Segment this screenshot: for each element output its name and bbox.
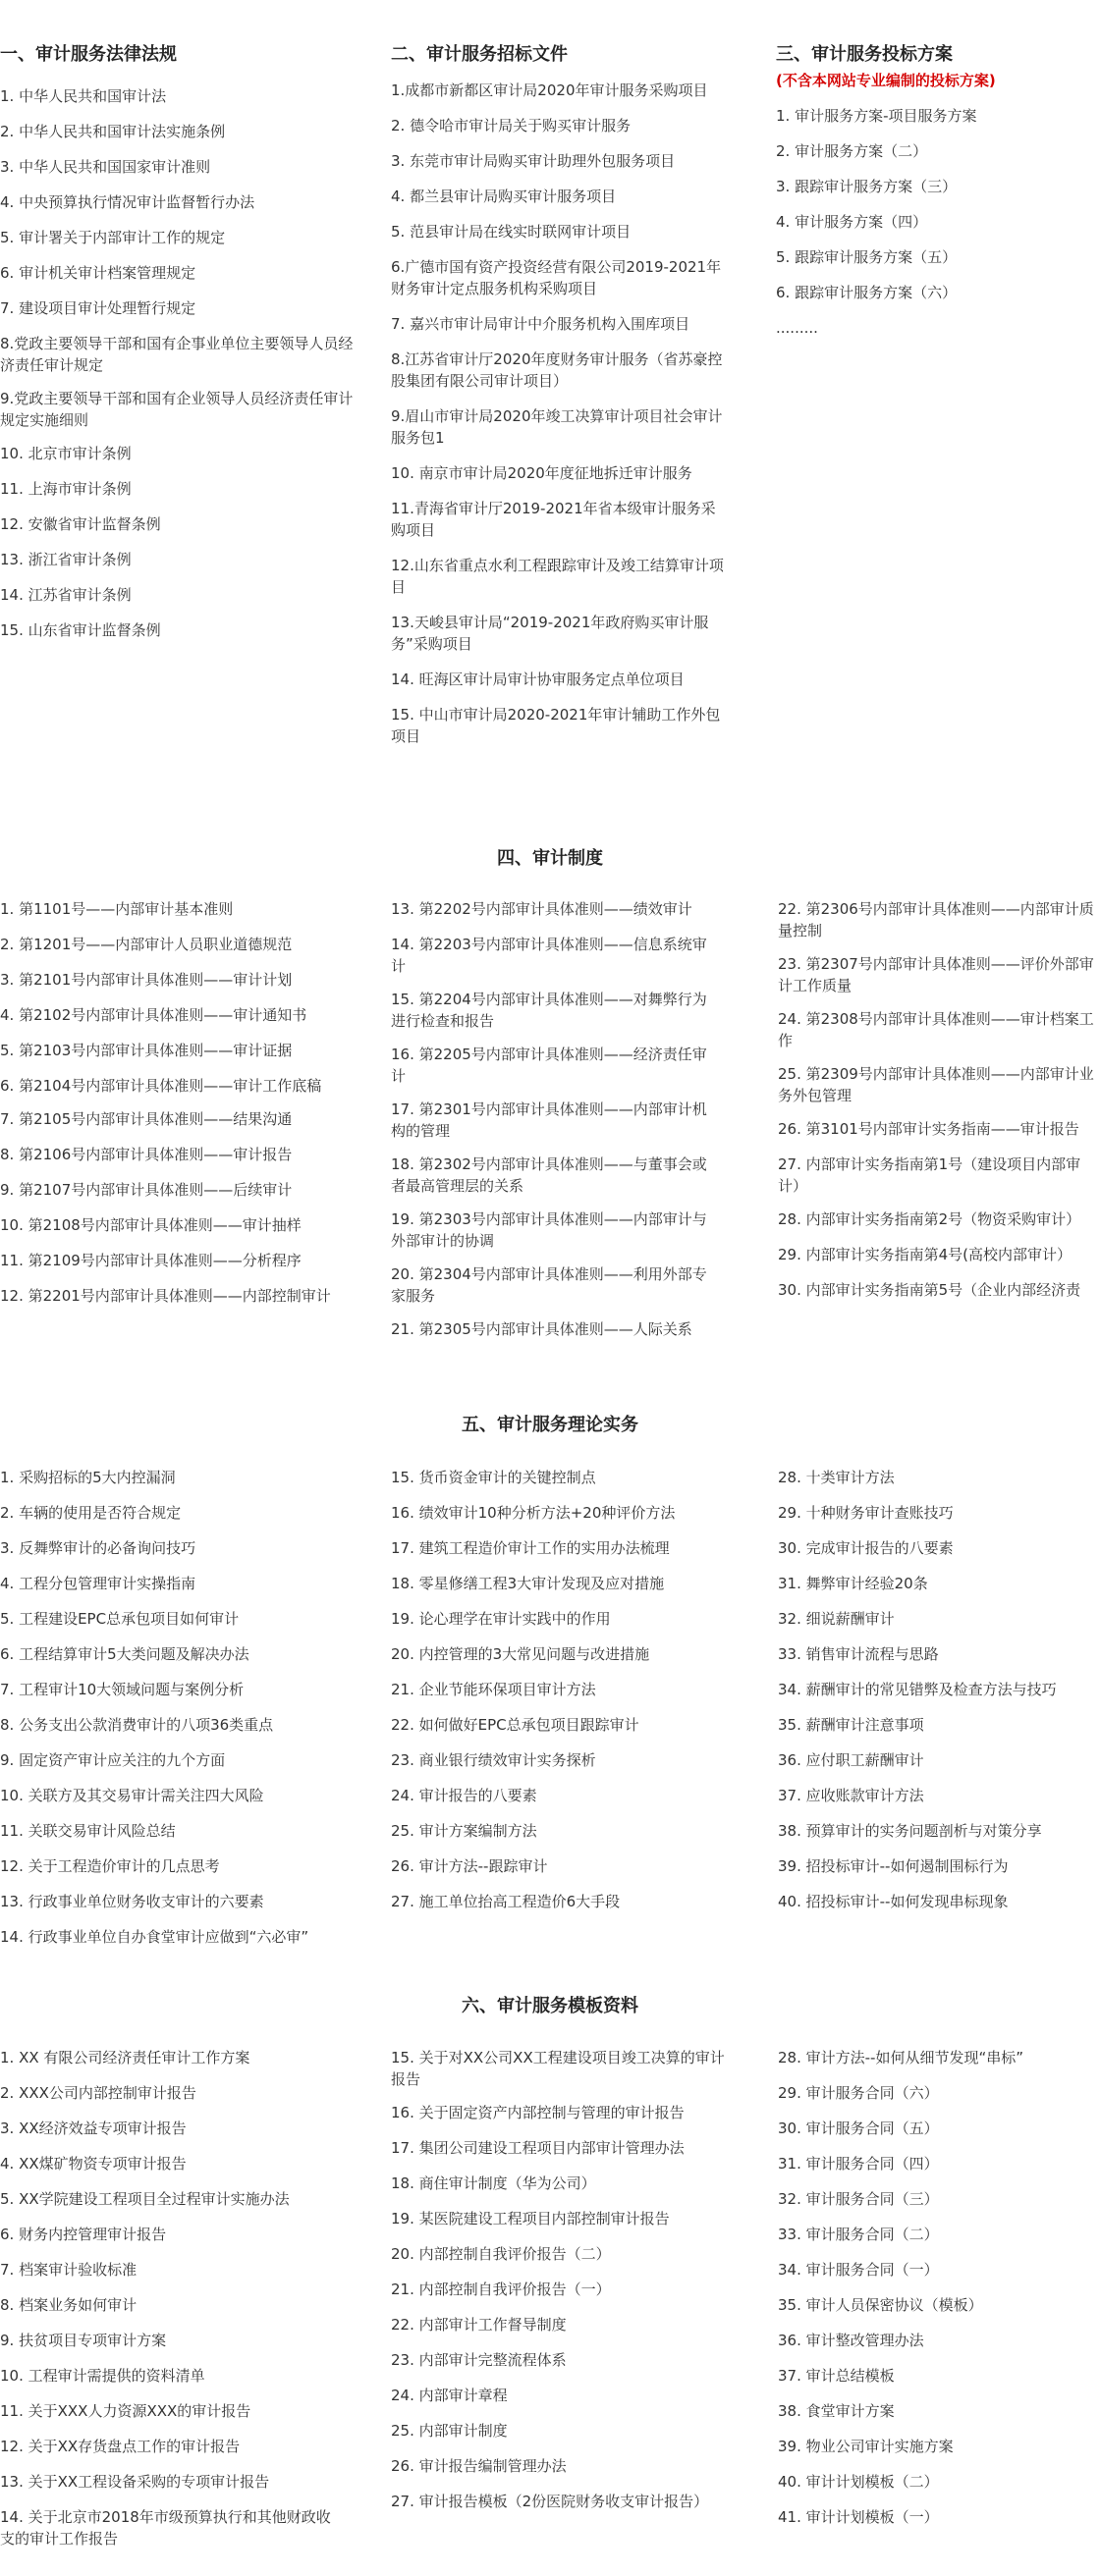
list-item[interactable]: 12.山东省重点水利工程跟踪审计及竣工结算审计项目 (391, 557, 724, 596)
list-item[interactable]: 25. 内部审计制度 (391, 2422, 508, 2440)
list-item[interactable]: 23. 内部审计完整流程体系 (391, 2351, 567, 2369)
list-item[interactable]: 34. 审计服务合同（一） (778, 2261, 939, 2279)
list-item[interactable]: 3. 第2101号内部审计具体准则——审计计划 (0, 971, 293, 989)
list-item[interactable]: 10. 工程审计需提供的资料清单 (0, 2367, 205, 2385)
list-item[interactable]: 8.江苏省审计厅2020年度财务审计服务（省苏豪控股集团有限公司审计项目） (391, 350, 723, 390)
list-item[interactable]: 15. 中山市审计局2020-2021年审计辅助工作外包项目 (391, 706, 721, 745)
theory-column-1 (0, 1467, 373, 1961)
list-item[interactable]: 7. 档案审计验收标准 (0, 2261, 138, 2279)
list-item[interactable]: 33. 销售审计流程与思路 (778, 1645, 939, 1663)
list-item[interactable]: 11. 第2109号内部审计具体准则——分析程序 (0, 1252, 302, 1269)
list-item[interactable]: 31. 审计服务合同（四） (778, 2155, 939, 2173)
list-item[interactable]: 13. 关于XX工程设备采购的专项审计报告 (0, 2473, 270, 2491)
section-title: 三、审计服务投标方案 (776, 44, 953, 65)
list-item[interactable]: 36. 应付职工薪酬审计 (778, 1751, 924, 1769)
list-item[interactable]: 24. 内部审计章程 (391, 2387, 508, 2404)
list-item[interactable]: 5. 第2103号内部审计具体准则——审计证据 (0, 1042, 293, 1059)
link-list (0, 85, 354, 641)
list-item[interactable]: 19. 某医院建设工程项目内部控制审计报告 (391, 2210, 670, 2227)
list-item[interactable]: 25. 第2309号内部审计具体准则——内部审计业务外包管理 (778, 1065, 1094, 1104)
list-item[interactable]: 15. 山东省审计监督条例 (0, 621, 161, 639)
list-item[interactable]: 3. XX经济效益专项审计报告 (0, 2120, 187, 2137)
list-item[interactable]: 2. 车辆的使用是否符合规定 (0, 1504, 182, 1522)
list-item[interactable]: 12. 关于工程造价审计的几点思考 (0, 1857, 220, 1875)
list-item[interactable]: 19. 第2303号内部审计具体准则——内部审计与外部审计的协调 (391, 1210, 707, 1250)
list-item[interactable]: 14. 江苏省审计条例 (0, 586, 132, 604)
list-item[interactable]: 15. 第2204号内部审计具体准则——对舞弊行为进行检查和报告 (391, 991, 707, 1030)
list-item[interactable]: 13. 第2202号内部审计具体准则——绩效审计 (391, 900, 692, 918)
list-item[interactable]: 13.天峻县审计局“2019-2021年政府购买审计服务”采购项目 (391, 614, 709, 653)
list-item[interactable]: 17. 第2301号内部审计具体准则——内部审计机构的管理 (391, 1100, 707, 1140)
link-list (391, 80, 725, 747)
list-item[interactable]: 4. 第2102号内部审计具体准则——审计通知书 (0, 1006, 307, 1024)
list-item[interactable]: 10. 北京市审计条例 (0, 445, 132, 462)
list-item[interactable]: 1. 审计服务方案-项目服务方案 (776, 107, 977, 125)
list-item[interactable]: 6. 跟踪审计服务方案（六） (776, 284, 958, 301)
list-item[interactable]: 6. 财务内控管理审计报告 (0, 2226, 167, 2243)
link-list (0, 1467, 373, 1948)
more-ellipsis[interactable]: ......... (776, 319, 818, 337)
section-title: 一、审计服务法律法规 (0, 44, 177, 65)
list-item[interactable]: 22. 第2306号内部审计具体准则——内部审计质量控制 (778, 900, 1094, 939)
list-item[interactable]: 6. 第2104号内部审计具体准则——审计工作底稿 (0, 1077, 322, 1095)
link-list (778, 898, 1100, 1301)
list-item[interactable]: 28. 审计方法--如何从细节发现“串标” (778, 2049, 1023, 2066)
list-item[interactable]: 28. 十类审计方法 (778, 1469, 895, 1486)
list-item[interactable]: 29. 审计服务合同（六） (778, 2084, 939, 2102)
link-list (0, 898, 363, 1307)
list-item[interactable]: 5. 跟踪审计服务方案（五） (776, 248, 958, 266)
list-item[interactable]: 6. 审计机关审计档案管理规定 (0, 264, 196, 282)
list-item[interactable]: 30. 审计服务合同（五） (778, 2120, 939, 2137)
list-item[interactable]: 10. 第2108号内部审计具体准则——审计抽样 (0, 1216, 302, 1234)
section-subtitle: (不含本网站专业编制的投标方案) (776, 72, 996, 89)
list-item[interactable]: 41. 审计计划模板（一） (778, 2508, 939, 2526)
link-list (391, 898, 715, 1340)
list-item[interactable]: 8. 公务支出公款消费审计的八项36类重点 (0, 1716, 274, 1734)
list-item[interactable]: 40. 招投标审计--如何发现串标现象 (778, 1893, 1009, 1910)
list-item[interactable]: 4. 都兰县审计局购买审计服务项目 (391, 188, 617, 205)
list-item[interactable]: 13. 行政事业单位财务收支审计的六要素 (0, 1893, 264, 1910)
list-item[interactable]: 6. 工程结算审计5大类问题及解决办法 (0, 1645, 249, 1663)
list-item[interactable]: 21. 内部控制自我评价报告（一） (391, 2281, 611, 2298)
list-item[interactable]: 1. 第1101号——内部审计基本准则 (0, 900, 234, 918)
list-item[interactable]: 31. 舞弊审计经验20条 (778, 1575, 928, 1592)
list-item[interactable]: 35. 审计人员保密协议（模板） (778, 2296, 983, 2314)
list-item[interactable]: 10. 关联方及其交易审计需关注四大风险 (0, 1787, 264, 1804)
list-item[interactable]: 7. 工程审计10大领域问题与案例分析 (0, 1681, 245, 1698)
list-item[interactable]: 15. 货币资金审计的关键控制点 (391, 1469, 596, 1486)
list-item[interactable]: 20. 内部控制自我评价报告（二） (391, 2245, 611, 2263)
list-item[interactable]: 11. 上海市审计条例 (0, 480, 132, 498)
list-item[interactable]: 2. 中华人民共和国审计法实施条例 (0, 123, 226, 140)
theory-column-2 (391, 1467, 744, 1926)
list-item[interactable]: 11. 关于XXX人力资源XXX的审计报告 (0, 2402, 251, 2420)
section-title-templates: 六、审计服务模板资料 (462, 1996, 638, 2016)
list-item[interactable]: 4. 中央预算执行情况审计监督暂行办法 (0, 193, 255, 211)
list-item[interactable]: 32. 审计服务合同（三） (778, 2190, 939, 2208)
templates-column-2 (391, 2047, 725, 2524)
list-item[interactable]: 8. 第2106号内部审计具体准则——审计报告 (0, 1146, 293, 1163)
list-item[interactable]: 4. XX煤矿物资专项审计报告 (0, 2155, 187, 2173)
list-item[interactable]: 6.广德市国有资产投资经营有限公司2019-2021年财务审计定点服务机构采购项目 (391, 258, 722, 297)
list-item[interactable]: 12. 安徽省审计监督条例 (0, 515, 161, 533)
list-item[interactable]: 14. 行政事业单位自办食堂审计应做到“六必审” (0, 1928, 309, 1946)
list-item[interactable]: 2. 第1201号——内部审计人员职业道德规范 (0, 936, 293, 953)
list-item[interactable]: 1. 采购招标的5大内控漏洞 (0, 1469, 176, 1486)
list-item[interactable]: 35. 薪酬审计注意事项 (778, 1716, 924, 1734)
list-item[interactable]: 5. 范县审计局在线实时联网审计项目 (391, 223, 632, 241)
list-item[interactable]: 24. 审计报告的八要素 (391, 1787, 537, 1804)
list-item[interactable]: 38. 预算审计的实务问题剖析与对策分享 (778, 1822, 1042, 1840)
list-item[interactable]: 3. 中华人民共和国国家审计准则 (0, 158, 211, 176)
list-item[interactable]: 16. 第2205号内部审计具体准则——经济责任审计 (391, 1046, 707, 1085)
link-list (391, 2047, 725, 2512)
list-item[interactable]: 12. 第2201号内部审计具体准则——内部控制审计 (0, 1287, 331, 1305)
theory-column-3 (778, 1467, 1100, 1926)
list-item[interactable]: 17. 建筑工程造价审计工作的实用办法梳理 (391, 1539, 670, 1557)
list-item[interactable]: 7. 嘉兴市审计局审计中介服务机构入围库项目 (391, 315, 690, 333)
list-item[interactable]: 24. 第2308号内部审计具体准则——审计档案工作 (778, 1010, 1094, 1049)
list-item[interactable]: 14. 关于北京市2018年市级预算执行和其他财政收支的审计工作报告 (0, 2508, 331, 2548)
section-title-theory-practice: 五、审计服务理论实务 (462, 1415, 638, 1435)
list-item[interactable]: 16. 绩效审计10种分析方法+20种评价方法 (391, 1504, 676, 1522)
list-item[interactable]: 2. 德令哈市审计局关于购买审计服务 (391, 117, 632, 134)
list-item[interactable]: 4. 工程分包管理审计实操指南 (0, 1575, 196, 1592)
link-list (778, 2047, 1100, 2528)
list-item[interactable]: 9. 第2107号内部审计具体准则——后续审计 (0, 1181, 293, 1199)
list-item[interactable]: 9. 扶贫项目专项审计方案 (0, 2332, 167, 2349)
list-item[interactable]: 23. 商业银行绩效审计实务探析 (391, 1751, 596, 1769)
link-list (778, 1467, 1100, 1912)
list-item[interactable]: 11. 关联交易审计风险总结 (0, 1822, 176, 1840)
list-item[interactable]: 22. 如何做好EPC总承包项目跟踪审计 (391, 1716, 639, 1734)
list-item[interactable]: 39. 物业公司审计实施方案 (778, 2438, 954, 2455)
audit-system-column-3 (778, 898, 1100, 1315)
list-item[interactable]: 25. 审计方案编制方法 (391, 1822, 537, 1840)
list-item[interactable]: 12. 关于XX存货盘点工作的审计报告 (0, 2438, 241, 2455)
list-item[interactable]: 1. 中华人民共和国审计法 (0, 87, 167, 105)
list-item[interactable]: 26. 审计方法--跟踪审计 (391, 1857, 548, 1875)
list-item[interactable]: 20. 第2304号内部审计具体准则——利用外部专家服务 (391, 1265, 707, 1305)
list-item[interactable]: 27. 审计报告模板（2份医院财务收支审计报告） (391, 2493, 709, 2510)
audit-system-column-2 (391, 898, 715, 1354)
list-item[interactable]: 8.党政主要领导干部和国有企事业单位主要领导人员经济责任审计规定 (0, 335, 354, 374)
list-item[interactable]: 30. 内部审计实务指南第5号（企业内部经济责 (778, 1281, 1081, 1299)
list-item[interactable]: 7. 建设项目审计处理暂行规定 (0, 299, 196, 317)
list-item[interactable]: 20. 内控管理的3大常见问题与改进措施 (391, 1645, 650, 1663)
section-bid-proposals (776, 42, 1090, 352)
list-item[interactable]: 14. 旺海区审计局审计协审服务定点单位项目 (391, 671, 685, 688)
list-item[interactable]: 29. 十种财务审计查账技巧 (778, 1504, 954, 1522)
list-item[interactable]: 23. 第2307号内部审计具体准则——评价外部审计工作质量 (778, 955, 1094, 994)
list-item[interactable]: 17. 集团公司建设工程项目内部审计管理办法 (391, 2139, 685, 2157)
link-list (391, 1467, 744, 1912)
list-item[interactable]: 9.党政主要领导干部和国有企业领导人员经济责任审计规定实施细则 (0, 390, 354, 429)
list-item[interactable]: 22. 内部审计工作督导制度 (391, 2316, 567, 2334)
list-item[interactable]: 14. 第2203号内部审计具体准则——信息系统审计 (391, 936, 707, 975)
list-item[interactable]: 7. 第2105号内部审计具体准则——结果沟通 (0, 1110, 293, 1128)
section-tender-documents (391, 42, 725, 761)
list-item[interactable]: 11.青海省审计厅2019-2021年省本级审计服务采购项目 (391, 500, 716, 539)
list-item[interactable]: 36. 审计整改管理办法 (778, 2332, 924, 2349)
list-item[interactable]: 28. 内部审计实务指南第2号（物资采购审计） (778, 1210, 1081, 1228)
list-item[interactable]: 21. 企业节能环保项目审计方法 (391, 1681, 596, 1698)
section-title-audit-system: 四、审计制度 (497, 848, 603, 869)
list-item[interactable]: 19. 论心理学在审计实践中的作用 (391, 1610, 611, 1628)
list-item[interactable]: 39. 招投标审计--如何遏制围标行为 (778, 1857, 1009, 1875)
list-item[interactable]: 37. 审计总结模板 (778, 2367, 895, 2385)
list-item[interactable]: 3. 东莞市审计局购买审计助理外包服务项目 (391, 152, 676, 170)
list-item[interactable]: 9.眉山市审计局2020年竣工决算审计项目社会审计服务包1 (391, 407, 723, 447)
list-item[interactable]: 21. 第2305号内部审计具体准则——人际关系 (391, 1320, 692, 1338)
list-item[interactable]: 8. 档案业务如何审计 (0, 2296, 138, 2314)
list-item[interactable]: 4. 审计服务方案（四） (776, 213, 928, 231)
list-item[interactable]: 1.成都市新都区审计局2020年审计服务采购项目 (391, 81, 708, 99)
list-item[interactable]: 16. 关于固定资产内部控制与管理的审计报告 (391, 2104, 685, 2121)
section-title: 二、审计服务招标文件 (391, 44, 568, 65)
templates-column-3 (778, 2047, 1100, 2542)
list-item[interactable]: 10. 南京市审计局2020年度征地拆迁审计服务 (391, 464, 692, 482)
list-item[interactable]: 13. 浙江省审计条例 (0, 551, 132, 568)
list-item[interactable]: 5. XX学院建设工程项目全过程审计实施办法 (0, 2190, 290, 2208)
link-list (776, 105, 1090, 339)
list-item[interactable]: 15. 关于对XX公司XX工程建设项目竣工决算的审计报告 (391, 2049, 725, 2088)
audit-system-column-1 (0, 898, 363, 1318)
list-item[interactable]: 5. 审计署关于内部审计工作的规定 (0, 229, 226, 246)
list-item[interactable]: 29. 内部审计实务指南第4号(高校内部审计） (778, 1246, 1072, 1263)
section-laws (0, 42, 354, 655)
link-list (0, 2047, 334, 2549)
list-item[interactable]: 9. 固定资产审计应关注的九个方面 (0, 1751, 226, 1769)
list-item[interactable]: 37. 应收账款审计方法 (778, 1787, 924, 1804)
list-item[interactable]: 30. 完成审计报告的八要素 (778, 1539, 954, 1557)
list-item[interactable]: 26. 第3101号内部审计实务指南——审计报告 (778, 1120, 1079, 1138)
list-item[interactable]: 18. 零星修缮工程3大审计发现及应对措施 (391, 1575, 665, 1592)
list-item[interactable]: 1. XX 有限公司经济责任审计工作方案 (0, 2049, 250, 2066)
templates-column-1 (0, 2047, 334, 2561)
list-item[interactable]: 34. 薪酬审计的常见错弊及检查方法与技巧 (778, 1681, 1057, 1698)
list-item[interactable]: 26. 审计报告编制管理办法 (391, 2457, 567, 2475)
list-item[interactable]: 18. 商住审计制度（华为公司） (391, 2174, 596, 2192)
list-item[interactable]: 38. 食堂审计方案 (778, 2402, 895, 2420)
list-item[interactable]: 27. 施工单位抬高工程造价6大手段 (391, 1893, 621, 1910)
list-item[interactable]: 32. 细说薪酬审计 (778, 1610, 895, 1628)
list-item[interactable]: 18. 第2302号内部审计具体准则——与董事会或者最高管理层的关系 (391, 1155, 707, 1195)
list-item[interactable]: 5. 工程建设EPC总承包项目如何审计 (0, 1610, 240, 1628)
list-item[interactable]: 3. 跟踪审计服务方案（三） (776, 178, 958, 195)
list-item[interactable]: 27. 内部审计实务指南第1号（建设项目内部审计） (778, 1155, 1081, 1195)
list-item[interactable]: 2. XXX公司内部控制审计报告 (0, 2084, 196, 2102)
list-item[interactable]: 2. 审计服务方案（二） (776, 142, 928, 160)
list-item[interactable]: 40. 审计计划模板（二） (778, 2473, 939, 2491)
list-item[interactable]: 33. 审计服务合同（二） (778, 2226, 939, 2243)
list-item[interactable]: 3. 反舞弊审计的必备询问技巧 (0, 1539, 196, 1557)
